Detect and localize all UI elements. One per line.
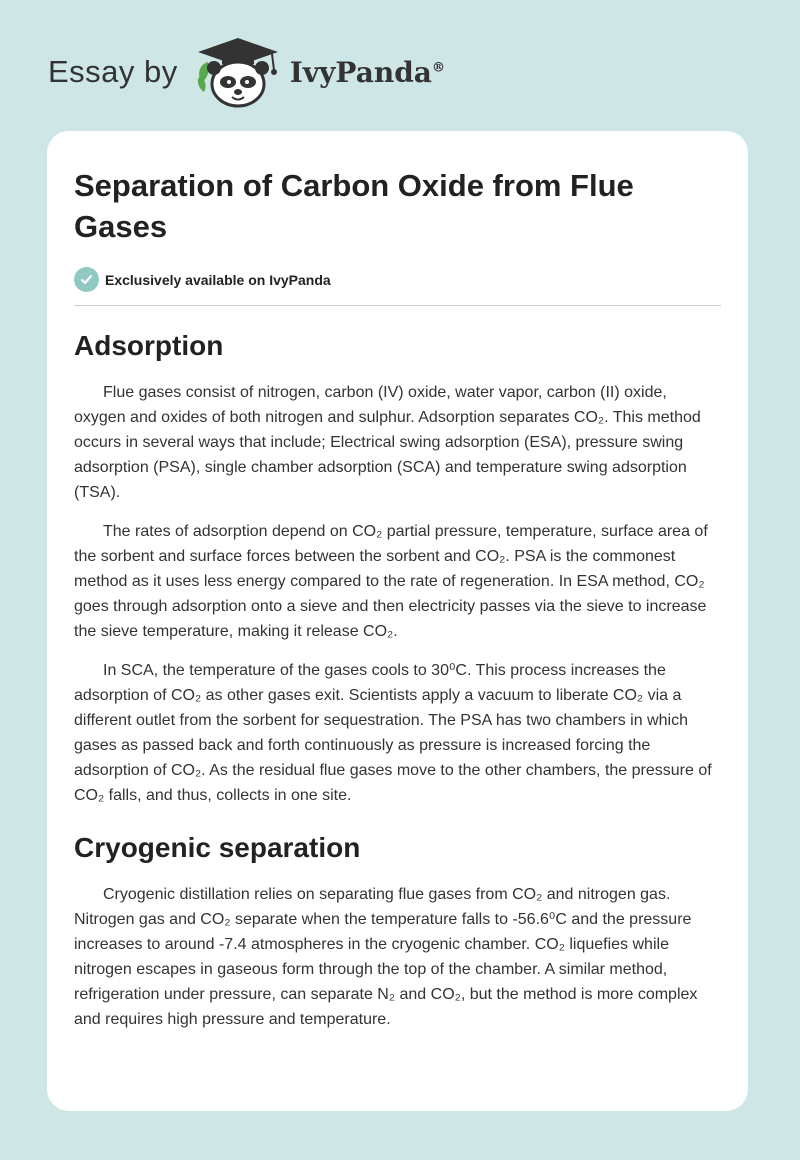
site-header xyxy=(48,34,445,110)
paragraph: The rates of adsorption depend on CO₂ partial pressure, temperature, surface area of the sorbent and surface forces between the sorbent and CO₂. PSA is the commonest method as it uses less energy compared to the rate of regeneration. In ESA method, CO₂ goes through adsorption onto a sieve and then electricity passes via the sieve to increase the sieve temperature, making it release CO₂. xyxy=(74,523,708,640)
section-heading-cryogenic: Cryogenic separation xyxy=(74,832,361,863)
badge-text: Exclusively available on IvyPanda xyxy=(105,271,331,288)
paragraph: Cryogenic distillation relies on separating flue gases from CO₂ and nitrogen gas. Nitrogen gas and CO₂ separate when the temperature falls to -56.6⁰C and the pressure increases to around -7.4 atmospheres in the cryogenic chamber. CO₂ liquefies while nitrogen escapes in gaseous form through the top of the chamber. A similar method, refrigeration under pressure, can separate N₂ and CO₂, but the method is more complex and requires high pressure and temperature. xyxy=(74,886,698,1028)
paragraph: In SCA, the temperature of the gases cools to 30⁰C. This process increases the adsorption of CO₂ as other gases exit. Scientists apply a vacuum to liberate CO₂ via a different outlet from the sorbent for sequestration. The PSA has two chambers in which gases as passed back and forth continuously as pressure is increased forcing the adsorption of CO₂. As the residual flue gases move to the other chambers, the pressure of CO₂ falls, and thus, collects in one site. xyxy=(74,662,712,804)
divider xyxy=(74,305,721,306)
check-icon xyxy=(74,267,99,292)
essay-card xyxy=(47,131,748,1111)
paragraph: Flue gases consist of nitrogen, carbon (IV) oxide, water vapor, carbon (II) oxide, oxygen and oxides of both nitrogen and sulphur. Adsorption separates CO₂. This method occurs in several ways that include; Electrical swing adsorption (ESA), pressure swing adsorption (PSA), single chamber adsorption (SCA) and temperature swing adsorption (TSA). xyxy=(74,384,701,501)
brand-name[interactable]: IvyPanda® xyxy=(289,55,445,89)
exclusive-badge xyxy=(74,267,721,292)
essay-by-label: Essay by xyxy=(48,54,178,89)
page-title: Separation of Carbon Oxide from Flue Gases xyxy=(74,168,634,244)
registered-mark: ® xyxy=(431,60,445,76)
section-heading-adsorption: Adsorption xyxy=(74,330,224,361)
panda-graduate-logo-icon[interactable] xyxy=(192,34,284,110)
